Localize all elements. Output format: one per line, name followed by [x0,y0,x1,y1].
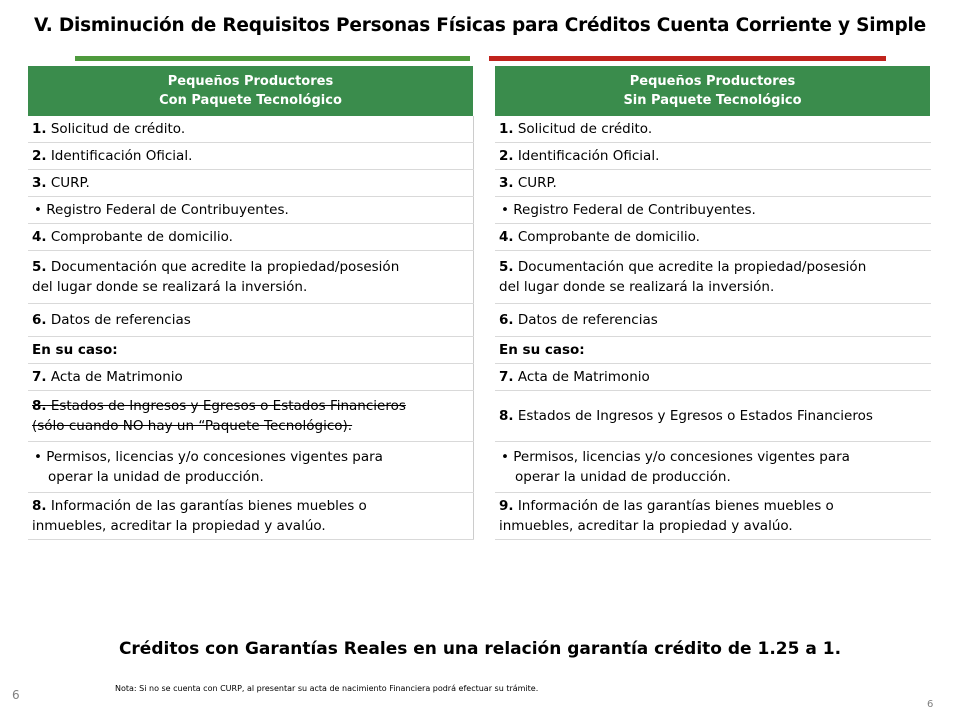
table-row: 8. Estados de Ingresos y Egresos o Estados Financieros [495,391,931,442]
page-number-left: 6 [12,688,20,702]
left-requirements-table [28,66,474,540]
table-row: 3. CURP. [28,170,474,197]
page-title: V. Disminución de Requisitos Personas Físicas para Créditos Cuenta Corriente y Simple [34,15,926,36]
table-row: 1. Solicitud de crédito. [28,116,474,143]
right-requirements-table [495,66,931,540]
right-table-header [495,66,931,116]
table-row: 2. Identificación Oficial. [495,143,931,170]
table-row: 7. Acta de Matrimonio [495,364,931,391]
right-header-line2: Sin Paquete Tecnológico [623,93,802,108]
table-row: 1. Solicitud de crédito. [495,116,931,143]
table-row: 4. Comprobante de domicilio. [28,224,474,251]
table-row: 6. Datos de referencias [495,304,931,337]
left-header-line2: Con Paquete Tecnológico [159,93,342,108]
table-row: 5. Documentación que acredite la propiedad/posesión del lugar donde se realizará la inversión. [28,251,474,304]
left-header-line1: Pequeños Productores [167,74,334,89]
table-row: • Registro Federal de Contribuyentes. [28,197,474,224]
table-row: • Permisos, licencias y/o concesiones vigentes para operar la unidad de producción. [495,442,931,493]
table-row: 6. Datos de referencias [28,304,474,337]
bullet-icon: • [34,449,42,465]
table-row: 2. Identificación Oficial. [28,143,474,170]
page-number-right: 6 [927,699,934,710]
footnote: Nota: Si no se cuenta con CURP, al presentar su acta de nacimiento Financiera podrá efectuar su trámite. [115,684,539,693]
table-row: En su caso: [495,337,931,364]
table-row: En su caso: [28,337,474,364]
left-table-header [28,66,474,116]
table-row: 9. Información de las garantías bienes muebles o inmuebles, acreditar la propiedad y avalúo. [495,493,931,540]
table-row: 3. CURP. [495,170,931,197]
bullet-icon: • [34,202,42,218]
table-row: • Registro Federal de Contribuyentes. [495,197,931,224]
table-row: 8. Estados de Ingresos y Egresos o Estados Financieros (sólo cuando NO hay un “Paquete Tecnológico). [28,391,474,442]
table-row: 5. Documentación que acredite la propiedad/posesión del lugar donde se realizará la inversión. [495,251,931,304]
table-row: 8. Información de las garantías bienes muebles o inmuebles, acreditar la propiedad y avalúo. [28,493,474,540]
bullet-icon: • [501,449,509,465]
right-header-line1: Pequeños Productores [629,74,796,89]
red-divider-bar [489,56,886,61]
green-divider-bar [75,56,470,61]
table-row: 4. Comprobante de domicilio. [495,224,931,251]
table-row: • Permisos, licencias y/o concesiones vigentes para operar la unidad de producción. [28,442,474,493]
table-row: 7. Acta de Matrimonio [28,364,474,391]
guarantee-ratio-heading: Créditos con Garantías Reales en una relación garantía crédito de 1.25 a 1. [118,639,842,659]
bullet-icon: • [501,202,509,218]
